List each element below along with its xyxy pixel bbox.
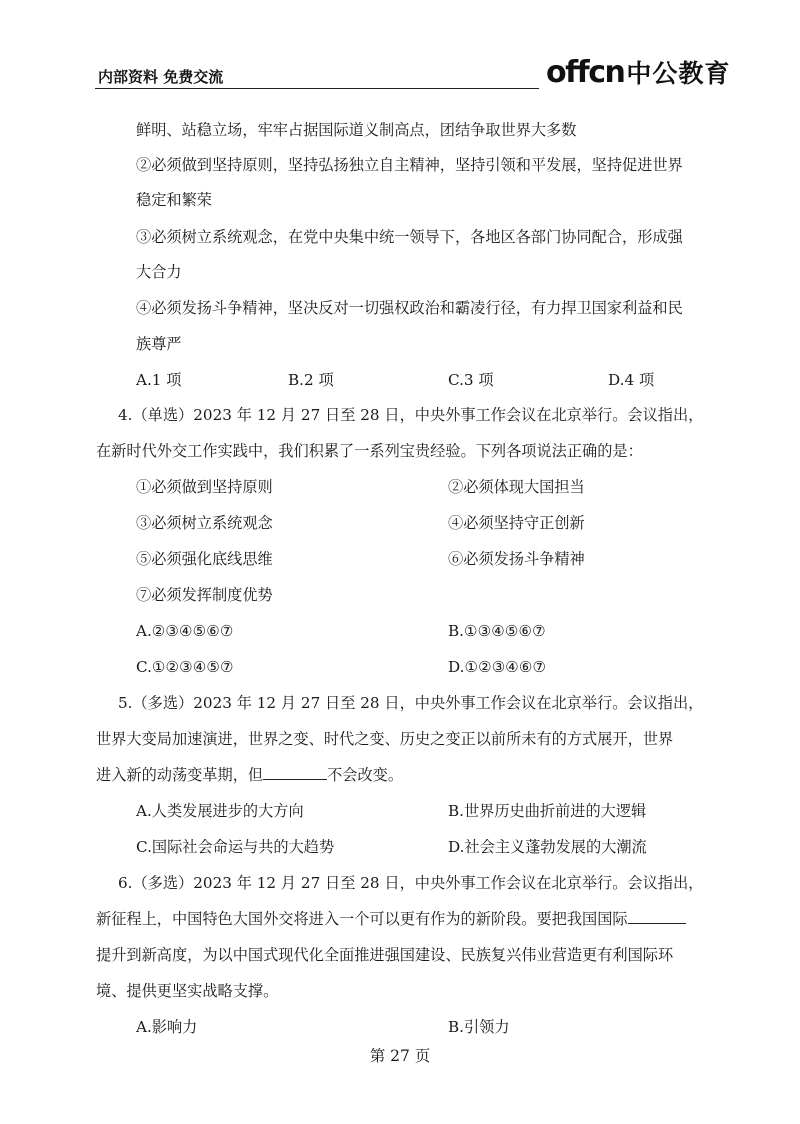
q6-stem-line3: 提升到新高度，为以中国式现代化全面推进强国建设、民族复兴伟业营造更有利国际环 — [96, 946, 674, 964]
q5-answer-blank — [263, 765, 327, 780]
q6-stem-line1: 6.（多选）2023 年 12 月 27 日至 28 日，中央外事工作会议在北京举行。会议指出， — [118, 874, 704, 892]
q4-option-c: C.①②③④⑤⑦ — [136, 658, 234, 676]
q6-stem-line2-text: 新征程上，中国特色大国外交将进入一个可以更有作为的新阶段。要把我国国际 — [96, 910, 628, 928]
logo-chinese-text: 中公教育 — [626, 59, 731, 88]
q6-stem-line2 — [96, 909, 686, 929]
page-number: 第 27 页 — [369, 1047, 431, 1065]
q5-stem-line3-before: 进入新的动荡变革期，但 — [96, 766, 264, 784]
q4-option-a: A.②③④⑤⑥⑦ — [136, 622, 234, 640]
header-divider — [95, 88, 539, 89]
q5-option-b: B.世界历史曲折前进的大逻辑 — [448, 802, 647, 820]
q3-option-c: C.3 项 — [448, 371, 494, 389]
q5-option-a: A.人类发展进步的大方向 — [136, 802, 304, 820]
q6-answer-blank — [628, 909, 686, 924]
q5-option-c: C.国际社会命运与共的大趋势 — [136, 838, 335, 856]
q4-item-1: ①必须做到坚持原则 — [136, 478, 273, 496]
q4-option-b: B.①③④⑤⑥⑦ — [448, 622, 546, 640]
q4-item-6: ⑥必须发扬斗争精神 — [448, 550, 585, 568]
q4-item-5: ⑤必须强化底线思维 — [136, 550, 273, 568]
q4-item-2: ②必须体现大国担当 — [448, 478, 585, 496]
q3-option-a: A.1 项 — [136, 371, 182, 389]
q3-option-d: D.4 项 — [608, 371, 655, 389]
q3-item4-line1: ④必须发扬斗争精神，坚决反对一切强权政治和霸凌行径，有力捍卫国家利益和民 — [136, 299, 683, 317]
q5-stem-line1: 5.（多选）2023 年 12 月 27 日至 28 日，中央外事工作会议在北京举行。会议指出， — [118, 694, 704, 712]
header-label: 内部资料 免费交流 — [98, 68, 224, 86]
q4-item-7: ⑦必须发挥制度优势 — [136, 586, 273, 604]
q4-stem-line1: 4.（单选）2023 年 12 月 27 日至 28 日，中央外事工作会议在北京举行。会议指出， — [118, 406, 704, 424]
logo-latin-text: offcn — [546, 55, 625, 90]
q6-stem-line4: 境、提供更坚实战略支撑。 — [96, 982, 279, 1000]
q5-stem-line3-after: 不会改变。 — [327, 766, 403, 784]
q3-item1-cont: 鲜明、站稳立场，牢牢占据国际道义制高点，团结争取世界大多数 — [136, 121, 577, 139]
q3-item2-line1: ②必须做到坚持原则，坚持弘扬独立自主精神，坚持引领和平发展，坚持促进世界 — [136, 156, 683, 174]
q4-item-4: ④必须坚持守正创新 — [448, 514, 585, 532]
q3-item3-line1: ③必须树立系统观念，在党中央集中统一领导下，各地区各部门协同配合，形成强 — [136, 228, 683, 246]
q6-option-a: A.影响力 — [136, 1018, 198, 1036]
q5-stem-line2: 世界大变局加速演进，世界之变、时代之变、历史之变正以前所未有的方式展开，世界 — [96, 730, 674, 748]
q3-option-b: B.2 项 — [288, 371, 334, 389]
q3-item4-line2: 族尊严 — [136, 335, 182, 353]
q4-item-3: ③必须树立系统观念 — [136, 514, 273, 532]
offcn-logo — [546, 54, 730, 90]
q3-item2-line2: 稳定和繁荣 — [136, 191, 212, 209]
q5-option-d: D.社会主义蓬勃发展的大潮流 — [448, 838, 647, 856]
q3-item3-line2: 大合力 — [136, 263, 182, 281]
q6-option-b: B.引领力 — [448, 1018, 510, 1036]
q5-stem-line3 — [96, 765, 403, 785]
q4-option-d: D.①②③④⑥⑦ — [448, 658, 547, 676]
q4-stem-line2: 在新时代外交工作实践中，我们积累了一系列宝贵经验。下列各项说法正确的是： — [96, 442, 643, 460]
